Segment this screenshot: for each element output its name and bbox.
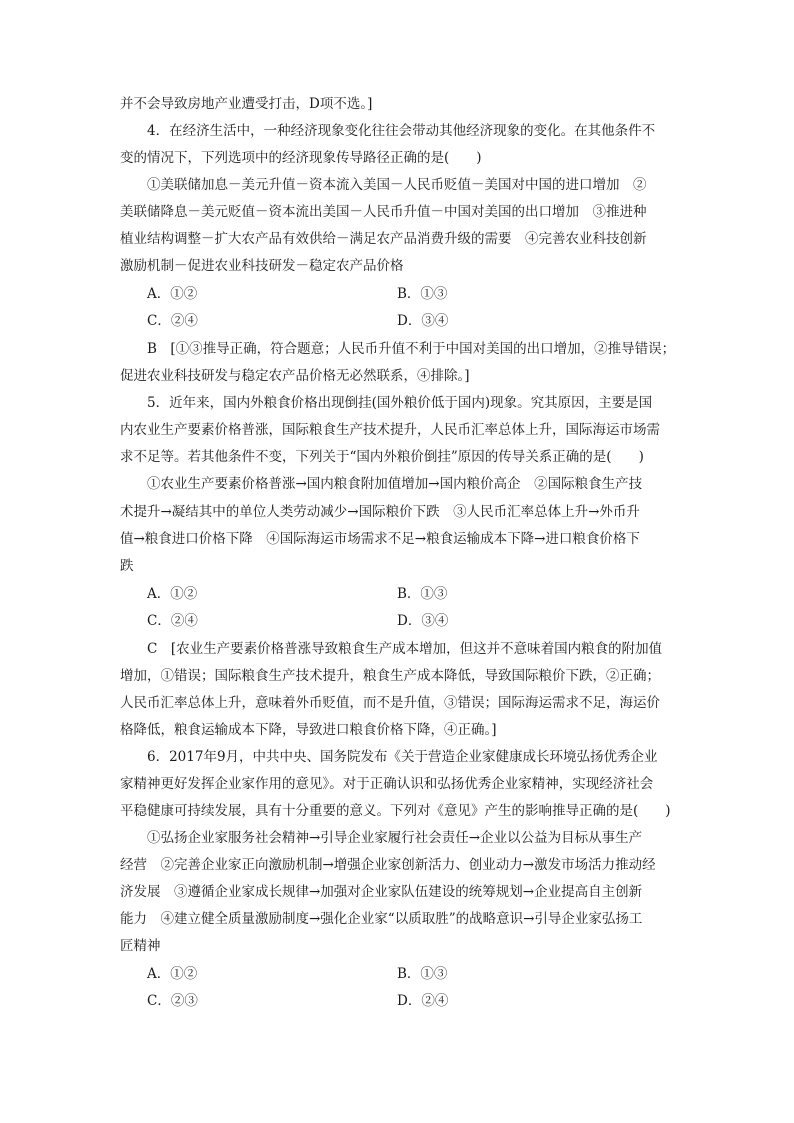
- answer-line: 促进农业科技研发与稳定农产品价格无必然联系，④排除。]: [120, 368, 470, 384]
- option-a: A．①②: [147, 286, 198, 302]
- option-c: C．②③: [147, 993, 198, 1009]
- option-d: D．③④: [397, 313, 449, 329]
- question-stem-line: 平稳健康可持续发展，具有十分重要的意义。下列对《意见》产生的影响推导正确的是( ): [120, 803, 671, 819]
- question-stem-line: 6．2017年9月，中共中央、国务院发布《关于营造企业家健康成长环境弘扬优秀企业: [147, 749, 658, 765]
- option-c: C．②④: [147, 613, 198, 629]
- question-stem-line: 5．近年来，国内外粮食价格出现倒挂(国外粮价低于国内)现象。究其原因，主要是国: [147, 395, 653, 411]
- answer-line: C [农业生产要素价格普涨导致粮食生产成本增加，但这并不意味着国内粮食的附加值: [147, 641, 663, 657]
- question-stem-line: 求不足等。若其他条件不变，下列关于“国内外粮价倒挂”原因的传导关系正确的是( ): [120, 449, 644, 465]
- carry-over-text: 并不会导致房地产业遭受打击，D项不选。]: [120, 96, 373, 112]
- answer-line: 格降低，粮食运输成本下降，导致进口粮食价格下降，④正确。]: [120, 722, 497, 738]
- statement-line: 术提升→凝结其中的单位人类劳动减少→国际粮价下跌 ③人民币汇率总体上升→外币升: [120, 504, 640, 520]
- answer-line: 增加，①错误；国际粮食生产技术提升，粮食生产成本降低，导致国际粮价下跌，②正确；: [120, 668, 660, 684]
- option-b: B．①③: [397, 586, 448, 602]
- statement-line: ①美联储加息－美元升值－资本流入美国－人民币贬值－美国对中国的进口增加 ②: [147, 177, 647, 193]
- option-d: D．③④: [397, 613, 449, 629]
- question-stem-line: 内农业生产要素价格普涨，国际粮食生产技术提升，人民币汇率总体上升，国际海运市场需: [120, 422, 660, 438]
- statement-line: ①农业生产要素价格普涨→国内粮食附加值增加→国内粮价高企 ②国际粮食生产技: [147, 476, 643, 492]
- question-stem-line: 家精神更好发挥企业家作用的意见》。对于正确认识和弘扬优秀企业家精神，实现经济社会: [120, 776, 654, 792]
- statement-line: ①弘扬企业家服务社会精神→引导企业家履行社会责任→企业以公益为目标从事生产: [147, 830, 643, 846]
- statement-line: 跌: [120, 558, 134, 574]
- question-stem-line: 4．在经济生活中，一种经济现象变化往往会带动其他经济现象的变化。在其他条件不: [147, 123, 656, 139]
- option-a: A．①②: [147, 586, 198, 602]
- statement-line: 激励机制－促进农业科技研发－稳定农产品价格: [120, 258, 404, 274]
- statement-line: 经营 ②完善企业家正向激励机制→增强企业家创新活力、创业动力→激发市场活力推动经: [120, 857, 656, 873]
- answer-line: 人民币汇率总体上升，意味着外币贬值，而不是升值，③错误；国际海运需求不足，海运价: [120, 695, 660, 711]
- statement-line: 能力 ④建立健全质量激励制度→强化企业家“以质取胜”的战略意识→引导企业家弘扬工: [120, 911, 643, 927]
- option-c: C．②④: [147, 313, 198, 329]
- statement-line: 值→粮食进口价格下降 ④国际海运市场需求不足→粮食运输成本下降→进口粮食价格下: [120, 531, 640, 547]
- statement-line: 植业结构调整－扩大农产品有效供给－满足农产品消费升级的需要 ④完善农业科技创新: [120, 231, 647, 247]
- option-d: D．②④: [397, 993, 449, 1009]
- statement-line: 济发展 ③遵循企业家成长规律→加强对企业家队伍建设的统筹规划→企业提高自主创新: [120, 884, 643, 900]
- statement-line: 美联储降息－美元贬值－资本流出美国－人民币升值－中国对美国的出口增加 ③推进种: [120, 204, 647, 220]
- statement-line: 匠精神: [120, 938, 161, 954]
- option-b: B．①③: [397, 286, 448, 302]
- answer-line: B [①③推导正确，符合题意；人民币升值不利于中国对美国的出口增加，②推导错误；: [147, 341, 676, 357]
- option-b: B．①③: [397, 966, 448, 982]
- question-stem-line: 变的情况下，下列选项中的经济现象传导路径正确的是( ): [120, 150, 482, 166]
- option-a: A．①②: [147, 966, 198, 982]
